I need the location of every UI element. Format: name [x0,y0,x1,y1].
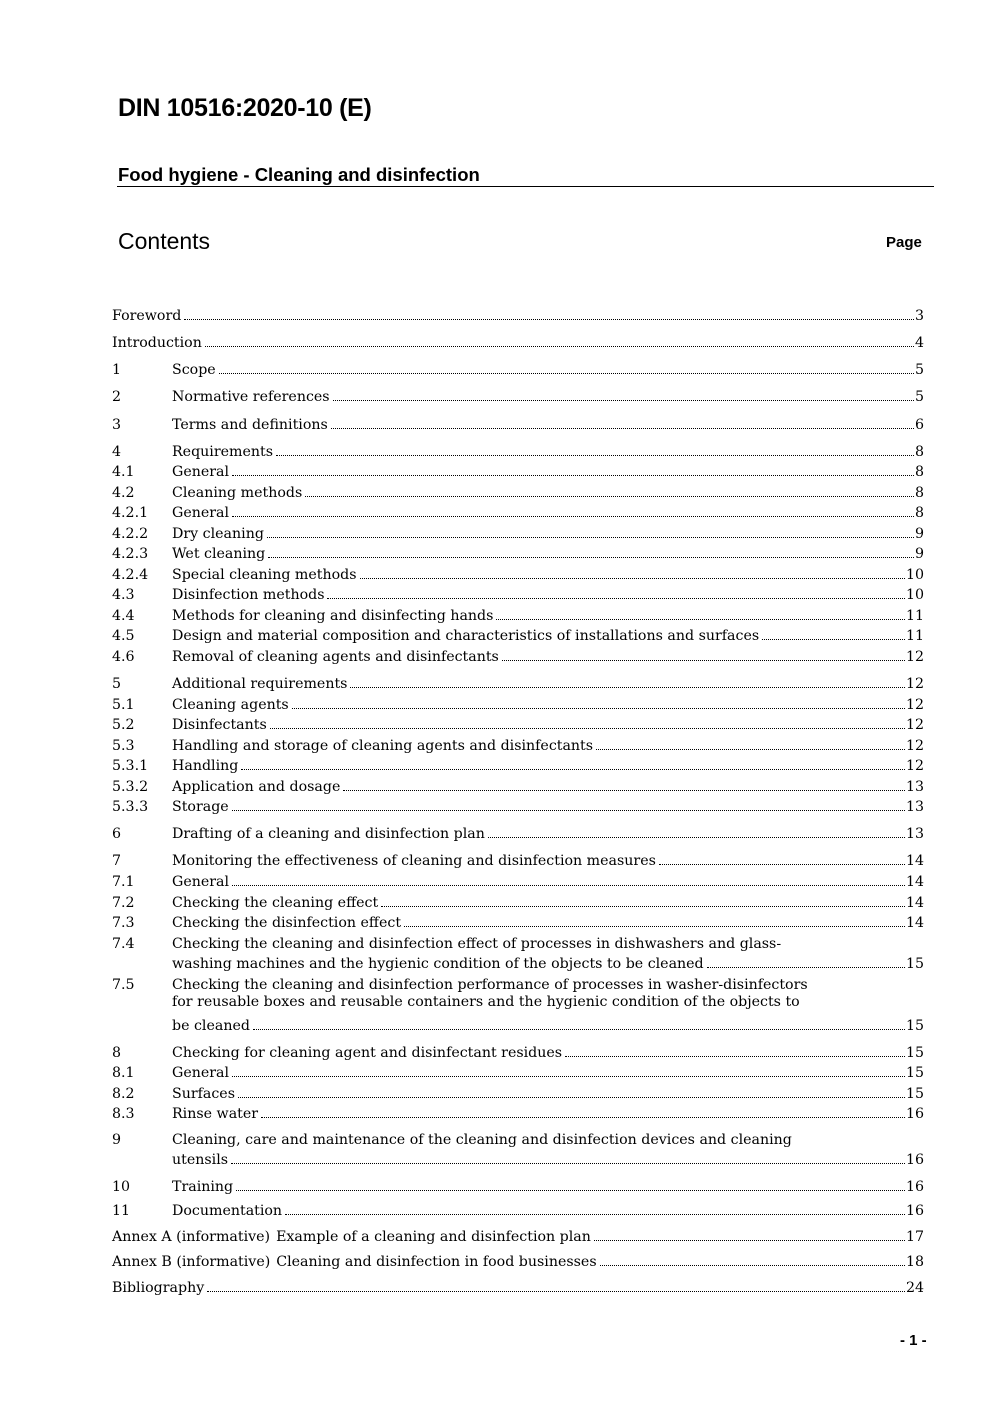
toc-leader-dots [184,319,914,320]
toc-entry-page: 15 [905,956,924,972]
toc-entry-title: Checking the cleaning and disinfection effect of processes in dishwashers and glass- [172,935,782,952]
toc-entry-title: Terms and definitions [172,417,328,433]
toc-leader-dots [707,967,905,968]
toc-entry[interactable] [112,563,924,583]
toc-leader-dots [502,660,905,661]
toc-entry-page: 8 [914,485,924,501]
toc-entry-number: 8 [112,1045,122,1061]
toc-leader-dots [232,475,914,476]
toc-entry-title: Application and dosage [172,779,341,795]
toc-entry-title: Example of a cleaning and disinfection plan [276,1229,591,1245]
toc-entry-page: 5 [914,389,924,405]
toc-entry-number: 7.5 [112,977,135,993]
toc-leader-dots [343,790,905,791]
toc-leader-dots [232,516,914,517]
toc-entry[interactable] [112,672,924,692]
toc-leader-dots [232,1076,905,1077]
toc-entry-title: General [172,464,230,480]
toc-entry[interactable] [112,460,924,480]
toc-leader-dots [232,885,905,886]
toc-entry-page: 15 [905,1065,924,1081]
toc-entry[interactable] [112,1041,924,1061]
toc-entry-page: 13 [905,826,924,842]
toc-entry[interactable] [112,304,924,324]
toc-entry-title: Methods for cleaning and disinfecting hands [172,608,494,624]
toc-entry-page: 8 [914,505,924,521]
toc-entry-number: 4.1 [112,464,135,480]
toc-entry-page: 5 [914,362,924,378]
toc-entry-page: 9 [914,526,924,542]
toc-entry[interactable] [112,1250,924,1270]
toc-leader-dots [333,400,914,401]
toc-entry-number: 5.3.1 [112,758,149,774]
toc-entry-page: 11 [905,608,924,624]
toc-entry-title: Checking for cleaning agent and disinfectant residues [172,1045,563,1061]
document-id: DIN 10516:2020-10 (E) [118,94,372,122]
toc-entry-number: 8.1 [112,1065,135,1081]
toc-entry-number: 5.3.2 [112,779,149,795]
toc-leader-dots [600,1265,905,1266]
toc-entry-number: 5.3.3 [112,799,149,815]
toc-entry-number: 9 [112,1131,122,1148]
toc-entry-title: Cleaning and disinfection in food businesses [276,1254,597,1270]
toc-entry-title: Handling and storage of cleaning agents and disinfectants [172,738,594,754]
toc-entry-title: General [172,874,230,890]
toc-entry-page: 15 [905,1018,924,1034]
toc-entry-number: 11 [112,1203,131,1219]
toc-entry[interactable] [112,501,924,521]
toc-entry[interactable] [112,795,924,815]
toc-entry[interactable] [112,1014,924,1034]
toc-entry-title: Bibliography [112,1280,205,1296]
toc-entry-page: 16 [905,1179,924,1195]
toc-leader-dots [270,728,905,729]
toc-entry-number: 5.2 [112,717,135,733]
toc-entry[interactable] [112,645,924,665]
toc-entry[interactable] [112,440,924,460]
toc-entry-title: General [172,505,230,521]
toc-leader-dots [219,373,914,374]
toc-leader-dots [594,1240,905,1241]
toc-entry-title: Requirements [172,444,273,460]
toc-entry-title: Additional requirements [172,676,348,692]
toc-entry-number: 4.6 [112,649,135,665]
toc-entry-page: 15 [905,1086,924,1102]
toc-leader-dots [236,1190,905,1191]
toc-entry-title: Checking the cleaning effect [172,895,379,911]
toc-entry-number: 2 [112,389,122,405]
toc-entry[interactable] [112,754,924,774]
toc-entry[interactable] [112,713,924,733]
toc-leader-dots [238,1097,905,1098]
toc-entry[interactable] [112,952,924,972]
toc-leader-dots [292,708,905,709]
toc-entry-page: 13 [905,799,924,815]
toc-leader-dots [488,837,905,838]
toc-entry-number: 5.1 [112,697,135,713]
toc-leader-dots [305,496,914,497]
toc-entry-number: 7.4 [112,935,135,952]
toc-entry[interactable] [112,1082,924,1102]
toc-entry[interactable] [112,1276,924,1296]
toc-entry-number: 4.5 [112,628,135,644]
toc-entry-page: 12 [905,758,924,774]
toc-entry-number: 4.2.2 [112,526,149,542]
toc-entry-title: Cleaning methods [172,485,303,501]
toc-entry-title: Design and material composition and characteristics of installations and surfaces [172,628,760,644]
toc-entry-number: 8.2 [112,1086,135,1102]
toc-entry-number: 4.2.3 [112,546,149,562]
toc-entry-page: 9 [914,546,924,562]
toc-entry-number: 5 [112,676,122,692]
toc-entry-number: 4.2.4 [112,567,149,583]
toc-entry-page: 8 [914,464,924,480]
title-rule [117,186,934,187]
toc-leader-dots [253,1029,905,1030]
toc-entry-page: 24 [905,1280,924,1296]
toc-entry-page: 12 [905,738,924,754]
toc-entry-number: 10 [112,1179,131,1195]
toc-entry[interactable] [112,693,924,713]
toc-entry-number: 4.4 [112,608,135,624]
toc-leader-dots [207,1291,905,1292]
toc-entry[interactable] [112,583,924,603]
toc-entry[interactable] [112,1148,924,1168]
toc-entry-number: 7.2 [112,895,135,911]
toc-entry-title: washing machines and the hygienic condition of the objects to be cleaned [172,956,704,972]
toc-entry-title: Wet cleaning [172,546,266,562]
toc-entry-number: 3 [112,417,122,433]
toc-entry-title: Rinse water [172,1106,259,1122]
toc-entry-number: 4.2.1 [112,505,149,521]
toc-entry-page: 3 [914,308,924,324]
toc-entry[interactable] [112,331,924,351]
toc-entry[interactable] [112,1175,924,1195]
toc-entry-page: 14 [905,853,924,869]
toc-entry[interactable] [112,734,924,754]
page-number: - 1 - [900,1332,927,1349]
toc-entry-page: 13 [905,779,924,795]
toc-entry-number: 5.3 [112,738,135,754]
toc-entry-page: 18 [905,1254,924,1270]
toc-leader-dots [360,578,905,579]
toc-entry[interactable] [112,849,924,869]
toc-entry[interactable] [112,1199,924,1219]
toc-entry[interactable] [112,385,924,405]
toc-entry-number: 7.3 [112,915,135,931]
toc-entry-title: Drafting of a cleaning and disinfection plan [172,826,485,842]
toc-entry[interactable] [112,775,924,795]
toc-entry-title: Checking the disinfection effect [172,915,402,931]
toc-entry-page: 14 [905,915,924,931]
toc-entry-title: utensils [172,1152,229,1168]
toc-leader-dots [596,749,905,750]
toc-entry-page: 10 [905,587,924,603]
toc-entry-page: 14 [905,895,924,911]
toc-entry-page: 12 [905,697,924,713]
toc-entry-title: Cleaning, care and maintenance of the cleaning and disinfection devices and cleaning [172,1131,792,1148]
toc-entry-page: 10 [905,567,924,583]
toc-entry-number: 1 [112,362,122,378]
toc-entry-title: Documentation [172,1203,283,1219]
toc-entry-title: Dry cleaning [172,526,264,542]
toc-entry[interactable] [112,1061,924,1081]
toc-entry-page: 15 [905,1045,924,1061]
toc-entry-title: Foreword [112,308,182,324]
toc-entry-number: 6 [112,826,122,842]
toc-entry-title: Training [172,1179,234,1195]
toc-entry-title: Introduction [112,335,202,351]
toc-entry[interactable] [112,413,924,433]
toc-entry[interactable] [112,604,924,624]
toc-entry-number: Annex A (informative) [112,1229,271,1245]
toc-entry-title: Disinfectants [172,717,267,733]
toc-entry-page: 16 [905,1152,924,1168]
toc-entry-title: General [172,1065,230,1081]
toc-entry-page: 11 [905,628,924,644]
toc-entry-number: 4.2 [112,485,135,501]
toc-entry-number: 7.1 [112,874,135,890]
toc-leader-dots [350,687,904,688]
toc-leader-dots [381,906,905,907]
toc-entry-page: 6 [914,417,924,433]
page-column-heading: Page [886,234,922,251]
toc-entry-line [112,932,924,952]
toc-leader-dots [762,639,905,640]
toc-entry-title: be cleaned [172,1018,250,1034]
toc-entry-page: 16 [905,1203,924,1219]
toc-entry-page: 4 [914,335,924,351]
toc-leader-dots [659,864,905,865]
toc-entry-line [112,973,924,993]
toc-entry[interactable] [112,911,924,931]
toc-leader-dots [232,810,905,811]
toc-leader-dots [241,769,905,770]
toc-leader-dots [276,455,914,456]
toc-entry-title: Scope [172,362,216,378]
toc-entry-title: Special cleaning methods [172,567,357,583]
toc-leader-dots [327,598,904,599]
toc-entry-title: Storage [172,799,229,815]
toc-entry-title: Disinfection methods [172,587,325,603]
toc-entry[interactable] [112,870,924,890]
toc-entry-title: Normative references [172,389,330,405]
toc-entry-title: Cleaning agents [172,697,289,713]
toc-leader-dots [404,926,905,927]
toc-entry-number: Annex B (informative) [112,1254,271,1270]
toc-entry[interactable] [112,1102,924,1122]
toc-entry-page: 12 [905,717,924,733]
toc-entry-line [112,1128,924,1148]
toc-entry-number: 4.3 [112,587,135,603]
toc-entry[interactable] [112,358,924,378]
toc-leader-dots [565,1056,905,1057]
document-title: Food hygiene - Cleaning and disinfection [118,164,480,185]
toc-entry-page: 12 [905,676,924,692]
toc-leader-dots [331,428,914,429]
toc-entry-page: 17 [905,1229,924,1245]
toc-entry-title: for reusable boxes and reusable containers and the hygienic condition of the objects to [172,993,800,1010]
toc-entry-title: Monitoring the effectiveness of cleaning and disinfection measures [172,853,656,869]
toc-entry[interactable] [112,624,924,644]
toc-entry-number: 4 [112,444,122,460]
toc-entry-page: 14 [905,874,924,890]
toc-entry[interactable] [112,822,924,842]
toc-leader-dots [261,1117,905,1118]
contents-heading: Contents [118,228,211,254]
toc-leader-dots [268,557,914,558]
toc-entry-title: Checking the cleaning and disinfection performance of processes in washer-disinfectors [172,977,808,993]
toc-entry-page: 12 [905,649,924,665]
toc-leader-dots [267,537,914,538]
toc-leader-dots [231,1163,905,1164]
toc-entry[interactable] [112,1225,924,1245]
toc-entry-number: 8.3 [112,1106,135,1122]
toc-leader-dots [205,346,914,347]
toc-entry-title: Handling [172,758,239,774]
toc-entry[interactable] [112,542,924,562]
toc-entry-number: 7 [112,853,122,869]
toc-leader-dots [285,1214,905,1215]
toc-leader-dots [496,619,905,620]
toc-entry-page: 8 [914,444,924,460]
toc-entry[interactable] [112,481,924,501]
toc-entry[interactable] [112,891,924,911]
toc-entry-title: Surfaces [172,1086,235,1102]
toc-entry-page: 16 [905,1106,924,1122]
toc-entry-title: Removal of cleaning agents and disinfectants [172,649,499,665]
toc-entry[interactable] [112,522,924,542]
